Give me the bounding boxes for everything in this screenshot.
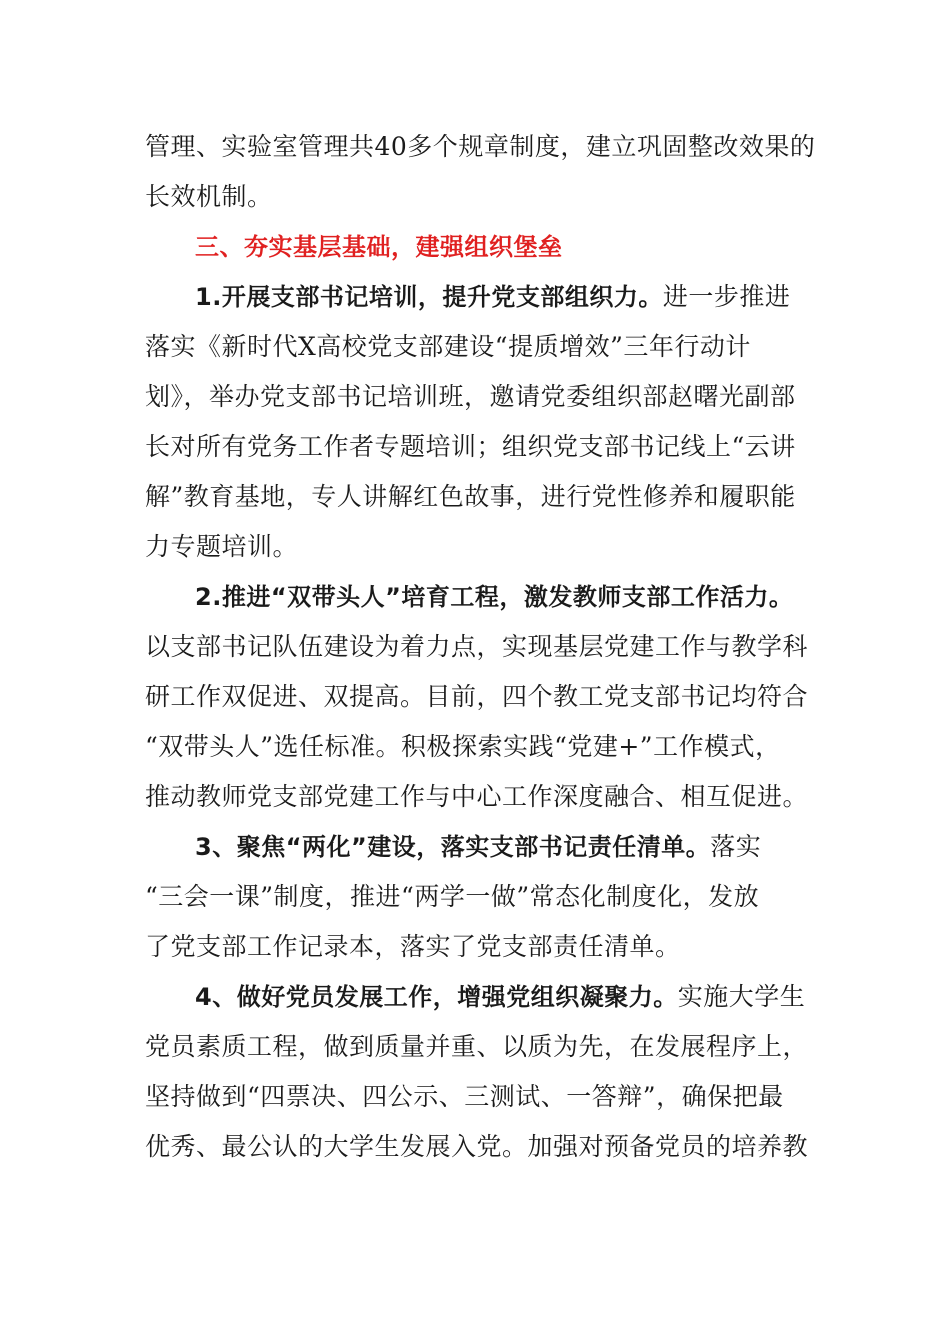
paragraph-line: 了党支部工作记录本，落实了党支部责任清单。 — [145, 932, 681, 961]
item-title: 4、做好党员发展工作，增强党组织凝聚力。 — [195, 983, 678, 1011]
item-title: 3、聚焦“两化”建设，落实支部书记责任清单。 — [195, 833, 711, 861]
item-title: 2.推进“双带头人”培育工程，激发教师支部工作活力。 — [195, 583, 794, 611]
paragraph-line: 研工作双促进、双提高。目前，四个教工党支部书记均符合 — [145, 682, 809, 711]
item-lead-text: 实施大学生 — [677, 982, 806, 1011]
paragraph-line: 以支部书记队伍建设为着力点，实现基层党建工作与教学科 — [145, 632, 809, 661]
item-title: 1.开展支部书记培训，提升党支部组织力。 — [195, 283, 663, 311]
paragraph-line: 党员素质工程，做到质量并重、以质为先，在发展程序上， — [145, 1032, 809, 1061]
item-lead-line — [145, 572, 805, 622]
item-lead-line — [145, 822, 805, 872]
section-heading: 三、夯实基层基础，建强组织堡垒 — [195, 233, 563, 261]
paragraph-line: 长对所有党务工作者专题培训；组织党支部书记线上“云讲 — [145, 432, 796, 461]
paragraph-line: 力专题培训。 — [145, 532, 299, 561]
paragraph-line: 划》，举办党支部书记培训班，邀请党委组织部赵曙光副部 — [145, 382, 796, 411]
paragraph-line: “三会一课”制度，推进“两学一做”常态化制度化，发放 — [145, 882, 760, 911]
paragraph-line: 推动教师党支部党建工作与中心工作深度融合、相互促进。 — [145, 782, 809, 811]
paragraph-line: “双带头人”选任标准。积极探索实践“党建+”工作模式， — [145, 732, 781, 761]
intro-line: 管理、实验室管理共40多个规章制度，建立巩固整改效果的 — [145, 132, 816, 161]
paragraph-line: 优秀、最公认的大学生发展入党。加强对预备党员的培养教 — [145, 1132, 809, 1161]
item-lead-text: 落实 — [710, 832, 762, 861]
item-lead-line — [145, 972, 805, 1022]
paragraph-line: 解”教育基地，专人讲解红色故事，进行党性修养和履职能 — [145, 482, 796, 511]
item-lead-line — [145, 272, 805, 322]
intro-line: 长效机制。 — [145, 182, 273, 211]
paragraph-line: 坚持做到“四票决、四公示、三测试、一答辩”，确保把最 — [145, 1082, 784, 1111]
document-body — [145, 122, 816, 1172]
paragraph-line: 落实《新时代X高校党支部建设“提质增效”三年行动计 — [145, 332, 751, 361]
item-lead-text: 进一步推进 — [662, 282, 791, 311]
